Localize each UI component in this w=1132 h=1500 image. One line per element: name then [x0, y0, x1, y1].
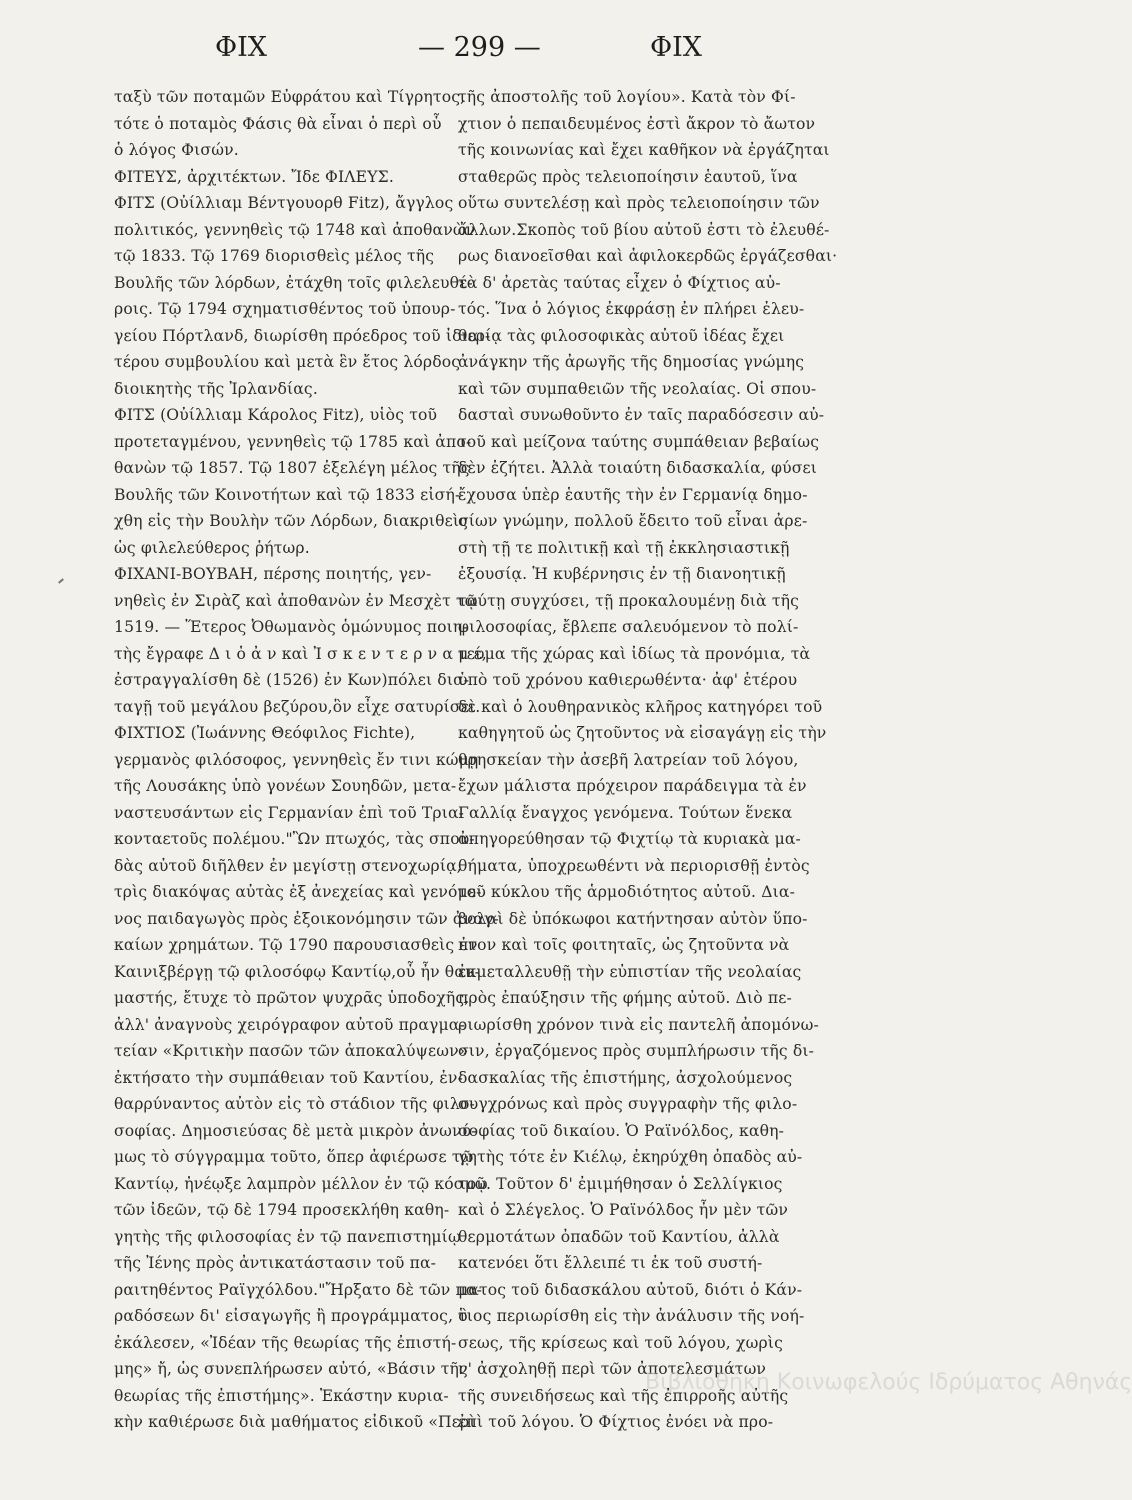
text-line: τοῦ. Τοῦτον δ' ἐμιμήθησαν ὁ Σελλίγκιος: [458, 1174, 783, 1193]
text-line: σταθερῶς πρὸς τελειοποίησιν ἑαυτοῦ, ἵνα: [458, 167, 798, 186]
text-line: δὰς αὐτοῦ διῆλθεν ἐν μεγίστῃ στενοχωρίᾳ,: [114, 856, 462, 875]
text-line: δὲν ἐζήτει. Ἀλλὰ τοιαύτη διδασκαλία, φύσει: [458, 459, 817, 477]
text-line: ἄλλων.Σκοπὸς τοῦ βίου αὐτοῦ ἐστι τὸ ἐλευθέ-: [458, 220, 830, 239]
text-line: ἀνάγκην τῆς ἀρωγῆς τῆς δημοσίας γνώμης: [458, 353, 805, 371]
left-text-column: [114, 84, 499, 1436]
text-line: μης» ἤ, ὡς συνεπλήρωσεν αὐτό, «Βάσιν τῆς: [114, 1360, 468, 1378]
text-line: ἀλλ' ἀναγνοὺς χειρόγραφον αὐτοῦ πραγμα-: [114, 1015, 465, 1034]
header-left-title: ΦΙΧ: [215, 32, 268, 63]
text-line: νηθεὶς ἐν Σιρὰζ καὶ ἀποθανὼν ἐν Μεσχὲτ τῷ: [114, 591, 478, 610]
text-line: ὡς φιλελεύθερος ῥήτωρ.: [114, 538, 310, 557]
margin-mark: [58, 578, 64, 583]
text-line: ταγῇ τοῦ μεγάλου βεζύρου,ὃν εἶχε σατυρίσει.: [114, 697, 481, 716]
text-line: τότε ὁ ποταμὸς Φάσις θὰ εἶναι ὁ περὶ οὗ: [114, 114, 442, 133]
text-line: δασταὶ συνωθοῦντο ἐν ταῖς παραδόσεσιν αὐ-: [458, 406, 825, 424]
text-line: Καινιξβέργῃ τῷ φιλοσόφῳ Καντίῳ,οὗ ἦν θαυ-: [114, 962, 481, 981]
text-line: ἐστραγγαλίσθη δὲ (1526) ἐν Κων)πόλει δια-: [114, 671, 470, 689]
text-line: Καντίῳ, ἠνέῳξε λαμπρὸν μέλλον ἐν τῷ κόσμῳ: [114, 1174, 488, 1193]
header-right-title: ΦΙΧ: [650, 32, 703, 63]
text-line: καὶ τῶν συμπαθειῶν τῆς νεολαίας. Οἱ σπου-: [458, 379, 817, 398]
text-line: θρησκείαν τὴν ἀσεβῆ λατρείαν τοῦ λόγου,: [458, 750, 799, 769]
text-line: ΦΙΤΣ (Οὐίλλιαμ Κάρολος Fitz), υἱὸς τοῦ: [114, 406, 438, 424]
text-line: νος παιδαγωγὸς πρὸς ἐξοικονόμησιν τῶν ἀναγ-: [114, 909, 499, 928]
text-line: ΦΙΤΕΥΣ, ἀρχιτέκτων. Ἴδε ΦΙΛΕΥΣ.: [114, 167, 394, 186]
text-line: τιος περιωρίσθη εἰς τὴν ἀνάλυσιν τῆς νοή-: [458, 1307, 805, 1325]
text-line: τῆς συνειδήσεως καὶ τῆς ἐπιρροῆς αὐτῆς: [458, 1386, 789, 1405]
text-line: Γαλλίᾳ ἔναγχος γενόμενα. Τούτων ἕνεκα: [458, 803, 793, 822]
text-line: τῆς κοινωνίας καὶ ἔχει καθῆκον νὰ ἐργάζηται: [458, 141, 830, 159]
text-line: τός. Ἵνα ὁ λόγιος ἐκφράσῃ ἐν πλήρει ἐλευ-: [458, 300, 805, 318]
text-line: ΦΙΤΣ (Οὐίλλιαμ Βέντγουορθ Fitz), ἄγγλος: [114, 194, 454, 212]
text-line: πολιτικός, γεννηθεὶς τῷ 1748 καὶ ἀποθανὼν: [114, 220, 476, 239]
text-line: οὕτω συντελέσῃ καὶ πρὸς τελειοποίησιν τῶν: [458, 194, 820, 212]
text-line: ταύτῃ συγχύσει, τῇ προκαλουμένῃ διὰ τῆς: [458, 591, 799, 610]
text-line: πτον καὶ τοῖς φοιτηταῖς, ὡς ζητοῦντα νὰ: [458, 936, 790, 954]
text-line: ἐκτήσατο τὴν συμπάθειαν τοῦ Καντίου, ἐν-: [114, 1068, 463, 1087]
text-line: τέρου συμβουλίου καὶ μετὰ ἓν ἔτος λόρδος: [114, 353, 461, 371]
text-line: μαστής, ἔτυχε τὸ πρῶτον ψυχρᾶς ὑποδοχῆς,: [114, 989, 470, 1007]
text-line: καθηγητοῦ ὡς ζητοῦντος νὰ εἰσαγάγῃ εἰς τὴν: [458, 724, 827, 742]
text-line: γείου Πόρτλανδ, διωρίσθη πρόεδρος τοῦ ἰδιαι-: [114, 326, 491, 345]
text-line: ΦΙΧΑΝΙ-ΒΟΥΒΑΗ, πέρσης ποιητής, γεν-: [114, 565, 432, 583]
text-line: θανὼν τῷ 1857. Τῷ 1807 ἐξελέγη μέλος τῆς: [114, 459, 470, 477]
text-line: τοῦ κύκλου τῆς ἁρμοδιότητος αὐτοῦ. Δια-: [458, 883, 796, 901]
text-line: κὴν καθιέρωσε διὰ μαθήματος εἰδικοῦ «Περὶ: [114, 1413, 476, 1431]
text-line: σίων γνώμην, πολλοῦ ἔδειτο τοῦ εἶναι ἀρε-: [458, 512, 808, 530]
text-line: τὴς ἔγραφε Δ ι ὁ ἀ ν καὶ Ἰ σ κ ε ν τ ε ρ ν α μ έ,: [114, 644, 487, 663]
text-line: τευμα τῆς χώρας καὶ ἰδίως τὰ προνόμια, τὰ: [458, 644, 811, 663]
text-line: δὲ καὶ ὁ λουθηρανικὸς κλῆρος κατηγόρει τοῦ: [458, 697, 823, 716]
text-line: ριωρίσθη χρόνον τινὰ εἰς παντελῆ ἀπομόνω-: [458, 1015, 819, 1034]
text-line: καίων χρημάτων. Τῷ 1790 παρουσιασθεὶς ἐν: [114, 936, 478, 954]
text-line: τῶν ἰδεῶν, τῷ δὲ 1794 προσεκλήθη καθη-: [114, 1201, 450, 1219]
page-number: — 299 —: [418, 32, 541, 63]
text-line: καὶ ὁ Σλέγελος. Ὁ Ραϊνόλδος ἦν μὲν τῶν: [458, 1201, 788, 1219]
text-line: ἐκμεταλλευθῇ τὴν εὐπιστίαν τῆς νεολαίας: [458, 962, 802, 981]
text-line: ἔχων μάλιστα πρόχειρον παράδειγμα τὰ ἐν: [458, 777, 807, 795]
text-line: γητὴς τῆς φιλοσοφίας ἐν τῷ πανεπιστημίῳ: [114, 1227, 461, 1246]
text-line: σοφίας τοῦ δικαίου. Ὁ Ραϊνόλδος, καθη-: [458, 1121, 785, 1140]
text-line: ὑπὸ τοῦ χρόνου καθιερωθέντα· ἀφ' ἑτέρου: [458, 671, 798, 689]
text-line: θερμοτάτων ὀπαδῶν τοῦ Καντίου, ἀλλὰ: [458, 1227, 780, 1246]
text-line: ν' ἀσχοληθῇ περὶ τῶν ἀποτελεσμάτων: [458, 1360, 767, 1378]
text-line: στὴ τῇ τε πολιτικῇ καὶ τῇ ἐκκλησιαστικῇ: [458, 538, 790, 557]
text-line: τῆς Ἰένης πρὸς ἀντικατάστασιν τοῦ πα-: [114, 1254, 437, 1272]
text-line: ραιτηθέντος Ραϊγχόλδου."Ἤρξατο δὲ τῶν πα-: [114, 1280, 483, 1299]
text-line: μως τὸ σύγγραμμα τοῦτο, ὅπερ ἀφιέρωσε τῷ: [114, 1148, 474, 1166]
text-line: προτεταγμένου, γεννηθεὶς τῷ 1785 καὶ ἀπο-: [114, 432, 472, 451]
text-line: ἔχουσα ὑπὲρ ἑαυτῆς τὴν ἐν Γερμανίᾳ δημο-: [458, 485, 808, 504]
text-line: θήματα, ὑποχρεωθέντι νὰ περιορισθῇ ἐντὸς: [458, 856, 810, 875]
text-line: 1519. — Ἕτερος Ὀθωμανὸς ὁμώνυμος ποιη-: [114, 618, 468, 636]
text-line: ἐξουσίᾳ. Ἡ κυβέρνησις ἐν τῇ διανοητικῇ: [458, 565, 786, 583]
text-line: κονταετοῦς πολέμου."Ὢν πτωχός, τὰς σπου-: [114, 830, 475, 848]
text-line: σοφίας. Δημοσιεύσας δὲ μετὰ μικρὸν ἀνωνύ-: [114, 1121, 477, 1140]
text-line: γητὴς τότε ἐν Κιέλῳ, ἐκηρύχθη ὀπαδὸς αὐ-: [458, 1148, 803, 1166]
text-line: σεως, τῆς κρίσεως καὶ τοῦ λόγου, χωρὶς: [458, 1333, 783, 1352]
text-line: θερίᾳ τὰς φιλοσοφικὰς αὐτοῦ ἰδέας ἔχει: [458, 326, 785, 345]
text-line: Βουλῆς τῶν Κοινοτήτων καὶ τῷ 1833 εἰσή-: [114, 485, 461, 504]
text-line: ναστευσάντων εἰς Γερμανίαν ἐπὶ τοῦ Τρια-: [114, 803, 465, 822]
right-text-column: [458, 84, 860, 1436]
library-watermark: Βιβλιοθήκη Κοινωφελούς Ιδρύματος Αθηνάς: [645, 1370, 1132, 1395]
text-line: ἐπὶ τοῦ λόγου. Ὁ Φίχτιος ἐνόει νὰ προ-: [458, 1413, 774, 1431]
running-header: [0, 24, 976, 74]
text-line: ρως διανοεῖσθαι καὶ ἀφιλοκερδῶς ἐργάζεσθαι·: [458, 247, 838, 265]
text-line: βολαὶ δὲ ὑπόκωφοι κατήντησαν αὐτὸν ὕπο-: [458, 909, 808, 928]
text-line: διοικητὴς τῆς Ἰρλανδίας.: [114, 379, 318, 398]
text-line: χτιον ὁ πεπαιδευμένος ἐστὶ ἄκρον τὸ ἄωτον: [458, 114, 816, 133]
text-line: Βουλῆς τῶν λόρδων, ἐτάχθη τοῖς φιλελευθέ-: [114, 273, 473, 292]
text-line: ροις. Τῷ 1794 σχηματισθέντος τοῦ ὑπουρ-: [114, 300, 456, 318]
text-line: πρὸς ἐπαύξησιν τῆς φήμης αὐτοῦ. Διὸ πε-: [458, 989, 792, 1007]
text-line: τῆς Λουσάκης ὑπὸ γονέων Σουηδῶν, μετα-: [114, 777, 457, 795]
text-line: τοῦ καὶ μείζονα ταύτης συμπάθειαν βεβαίως: [458, 432, 820, 451]
text-line: ἀπηγορεύθησαν τῷ Φιχτίῳ τὰ κυριακὰ μα-: [458, 830, 801, 848]
text-line: δασκαλίας τῆς ἐπιστήμης, ἀσχολούμενος: [458, 1068, 793, 1087]
text-line: τῆς ἀποστολῆς τοῦ λογίου». Κατὰ τὸν Φί-: [458, 88, 796, 106]
text-line: φιλοσοφίας, ἔβλεπε σαλευόμενον τὸ πολί-: [458, 618, 799, 636]
text-line: γερμανὸς φιλόσοφος, γεννηθεὶς ἔν τινι κώμῃ: [114, 750, 479, 769]
text-line: σιν, ἐργαζόμενος πρὸς συμπλήρωσιν τῆς δι-: [458, 1042, 815, 1060]
text-line: χθη εἰς τὴν Βουλὴν τῶν Λόρδων, διακριθεὶς: [114, 512, 469, 530]
text-line: ἐκάλεσεν, «Ἰδέαν τῆς θεωρίας τῆς ἐπιστή-: [114, 1333, 457, 1352]
text-line: ματος τοῦ διδασκάλου αὐτοῦ, διότι ὁ Κάν-: [458, 1280, 803, 1299]
text-line: θαρρύναντος αὐτὸν εἰς τὸ στάδιον τῆς φιλο-: [114, 1095, 475, 1113]
text-line: τρὶς διακόψας αὐτὰς ἐξ ἀνεχείας καὶ γενόμε-: [114, 883, 482, 901]
text-line: τῷ 1833. Τῷ 1769 διορισθεὶς μέλος τῆς: [114, 247, 435, 265]
text-line: ραδόσεων δι' εἰσαγωγῆς ἢ προγράμματος, ὃ: [114, 1307, 468, 1325]
text-line: θεωρίας τῆς ἐπιστήμης». Ἑκάστην κυρια-: [114, 1386, 449, 1405]
text-line: ταξὺ τῶν ποταμῶν Εὐφράτου καὶ Τίγρητος,: [114, 88, 466, 106]
text-line: συγχρόνως καὶ πρὸς συγγραφὴν τῆς φιλο-: [458, 1095, 798, 1113]
text-line: ὁ λόγος Φισών.: [114, 141, 239, 159]
text-line: κατενόει ὅτι ἔλλειπέ τι ἐκ τοῦ συστή-: [458, 1254, 763, 1272]
text-line: ΦΙΧΤΙΟΣ (Ἰωάννης Θεόφιλος Fichte),: [114, 724, 416, 742]
text-line: τείαν «Κριτικὴν πασῶν τῶν ἀποκαλύψεων»: [114, 1042, 469, 1060]
text-line: τὰ δ' ἀρετὰς ταύτας εἶχεν ὁ Φίχτιος αὐ-: [458, 273, 781, 292]
